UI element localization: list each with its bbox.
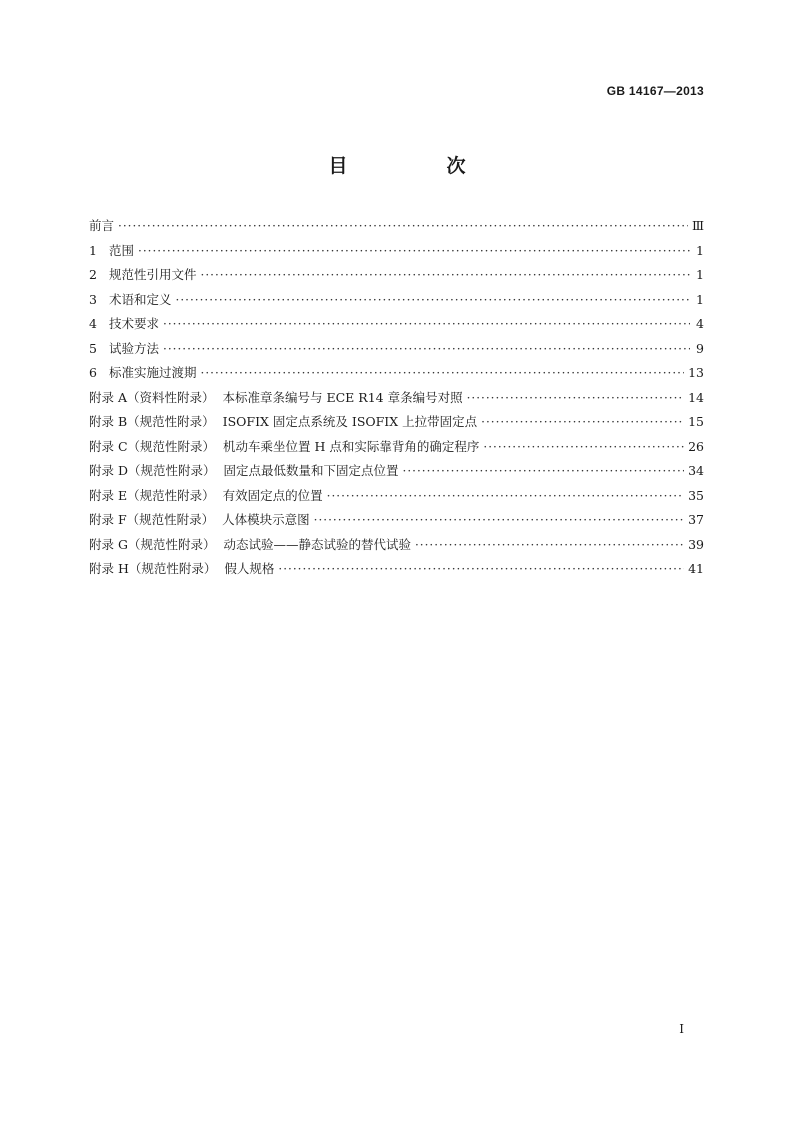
toc-entry-label xyxy=(89,216,114,234)
toc-entry-number: 6 xyxy=(89,365,97,380)
toc-entry-technical-requirements[interactable] xyxy=(89,314,704,339)
toc-entry-annex-e[interactable] xyxy=(89,486,704,511)
dot-leader xyxy=(176,293,690,307)
toc-page-number: 14 xyxy=(688,389,704,405)
toc-entry-annex-h[interactable] xyxy=(89,559,704,584)
toc-entry-text: 本标准章条编号与 ECE R14 章条编号对照 xyxy=(222,389,463,405)
toc-entry-text: 机动车乘坐位置 H 点和实际靠背角的确定程序 xyxy=(223,438,480,454)
toc-page-number: 1 xyxy=(696,267,704,282)
toc-entry-label xyxy=(89,265,197,283)
page-title: 目 次 xyxy=(328,155,506,177)
toc-entry-annex-f[interactable] xyxy=(89,510,704,535)
toc-page-number: 13 xyxy=(688,365,704,380)
toc-page-number: 1 xyxy=(696,242,704,258)
toc-annex-label: 附录 G（规范性附录） xyxy=(89,536,216,552)
toc-entry-text: 范围 xyxy=(109,242,135,258)
toc-entry-text: 技术要求 xyxy=(109,316,160,331)
toc-page-number: 34 xyxy=(688,463,704,478)
toc-entry-text: 动态试验——静态试验的替代试验 xyxy=(223,536,411,552)
toc-entry-label xyxy=(89,339,159,357)
dot-leader xyxy=(481,415,684,429)
toc-entry-annex-a[interactable] xyxy=(89,388,704,413)
dot-leader xyxy=(483,440,684,454)
toc-entry-label xyxy=(89,412,477,430)
dot-leader xyxy=(201,268,690,282)
toc-entry-label xyxy=(89,461,399,479)
dot-leader xyxy=(415,538,684,552)
toc-entry-label xyxy=(89,363,197,381)
toc-entry-label xyxy=(89,388,463,406)
toc-entry-annex-d[interactable] xyxy=(89,461,704,486)
toc-entry-text: 人体模块示意图 xyxy=(222,512,310,527)
dot-leader xyxy=(163,317,690,331)
toc-entry-annex-g[interactable] xyxy=(89,535,704,560)
table-of-contents xyxy=(89,216,704,584)
toc-entry-text: 有效固定点的位置 xyxy=(222,487,323,503)
toc-page-number: Ⅲ xyxy=(691,218,704,233)
dot-leader xyxy=(201,366,685,380)
toc-entry-scope[interactable] xyxy=(89,241,704,266)
toc-entry-text: 试验方法 xyxy=(109,340,160,356)
dot-leader xyxy=(118,219,688,233)
toc-entry-number: 3 xyxy=(89,291,97,307)
toc-page-number: 1 xyxy=(696,291,704,307)
toc-entry-label xyxy=(89,559,274,577)
toc-annex-label: 附录 B（规范性附录） xyxy=(89,414,215,429)
dot-leader xyxy=(403,464,685,478)
toc-page-number: 41 xyxy=(688,561,704,576)
toc-page-number: 26 xyxy=(688,438,704,454)
toc-annex-label: 附录 D（规范性附录） xyxy=(89,463,216,478)
toc-entry-number: 2 xyxy=(89,267,97,282)
toc-entry-annex-b[interactable] xyxy=(89,412,704,437)
toc-annex-label: 附录 A（资料性附录） xyxy=(89,389,215,405)
toc-annex-label: 附录 F（规范性附录） xyxy=(89,512,215,527)
toc-entry-label xyxy=(89,314,159,332)
toc-entry-transition-period[interactable] xyxy=(89,363,704,388)
page-number: Ⅰ xyxy=(679,1022,684,1036)
toc-entry-number: 1 xyxy=(89,242,97,258)
toc-entry-test-methods[interactable] xyxy=(89,339,704,364)
toc-page-number: 37 xyxy=(688,512,704,527)
toc-page-number: 4 xyxy=(696,316,704,331)
toc-entry-label xyxy=(89,437,479,455)
toc-entry-annex-c[interactable] xyxy=(89,437,704,462)
toc-page-number: 9 xyxy=(696,340,704,356)
toc-entry-text: 术语和定义 xyxy=(109,291,172,307)
toc-entry-text: 规范性引用文件 xyxy=(109,267,197,282)
toc-entry-label xyxy=(89,510,310,528)
toc-page-number: 15 xyxy=(688,414,704,429)
dot-leader xyxy=(138,244,690,258)
toc-entry-text: ISOFIX 固定点系统及 ISOFIX 上拉带固定点 xyxy=(222,414,478,429)
toc-entry-number: 5 xyxy=(89,340,97,356)
toc-page-number: 35 xyxy=(688,487,704,503)
toc-entry-label xyxy=(89,486,323,504)
toc-annex-label: 附录 E（规范性附录） xyxy=(89,487,215,503)
toc-entry-text: 固定点最低数量和下固定点位置 xyxy=(223,463,399,478)
toc-entry-text: 标准实施过渡期 xyxy=(109,365,197,380)
dot-leader xyxy=(278,562,684,576)
toc-entry-foreword[interactable] xyxy=(89,216,704,241)
dot-leader xyxy=(163,342,690,356)
dot-leader xyxy=(467,391,685,405)
standard-code: GB 14167—2013 xyxy=(606,84,704,98)
dot-leader xyxy=(314,513,684,527)
toc-page-number: 39 xyxy=(688,536,704,552)
dot-leader xyxy=(327,489,684,503)
toc-annex-label: 附录 C（规范性附录） xyxy=(89,438,216,454)
toc-entry-normative-references[interactable] xyxy=(89,265,704,290)
toc-entry-terms-definitions[interactable] xyxy=(89,290,704,315)
toc-annex-label: 附录 H（规范性附录） xyxy=(89,561,217,576)
toc-entry-label xyxy=(89,290,172,308)
toc-entry-text: 假人规格 xyxy=(224,561,275,576)
toc-entry-number: 4 xyxy=(89,316,97,331)
toc-entry-label xyxy=(89,241,134,259)
toc-entry-text: 前言 xyxy=(89,218,115,233)
toc-entry-label xyxy=(89,535,411,553)
